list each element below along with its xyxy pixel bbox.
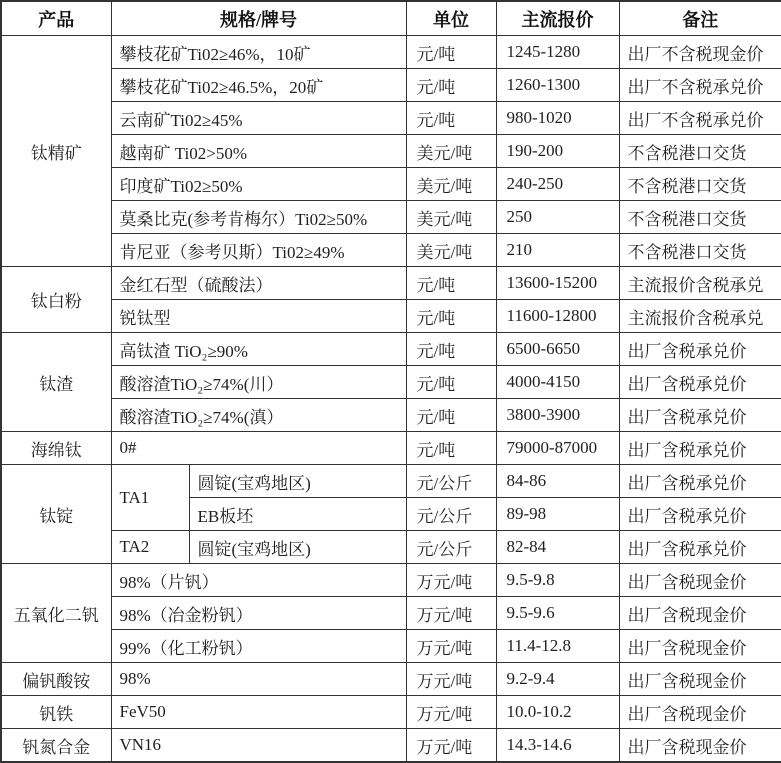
- table-row: [1, 399, 781, 432]
- spec-cell: 锐钛型: [111, 300, 406, 333]
- note-cell: 出厂不含税承兑价: [619, 102, 781, 135]
- note-cell: 出厂含税承兑价: [619, 366, 781, 399]
- unit-cell: 万元/吨: [406, 696, 496, 729]
- unit-cell: 元/公斤: [406, 531, 496, 564]
- product-cell: 钒铁: [1, 696, 111, 729]
- note-cell: 出厂含税现金价: [619, 696, 781, 729]
- spec-cell: 圆锭(宝鸡地区): [189, 465, 406, 498]
- spec-cell: 高钛渣 TiO₂≥90%: [111, 333, 406, 366]
- table-row: [1, 234, 781, 267]
- product-cell: 海绵钛: [1, 432, 111, 465]
- note-cell: 不含税港口交货: [619, 168, 781, 201]
- note-cell: 出厂含税承兑价: [619, 531, 781, 564]
- price-cell: 210: [496, 234, 619, 267]
- spec-cell: 98%（冶金粉钒）: [111, 597, 406, 630]
- price-cell: 1245-1280: [496, 36, 619, 69]
- note-cell: 出厂含税承兑价: [619, 498, 781, 531]
- spec-cell: VN16: [111, 729, 406, 763]
- product-cell: 五氧化二钒: [1, 564, 111, 663]
- price-cell: 9.2-9.4: [496, 663, 619, 696]
- unit-cell: 元/吨: [406, 36, 496, 69]
- table-row: [1, 597, 781, 630]
- price-cell: 84-86: [496, 465, 619, 498]
- table-row: [1, 663, 781, 696]
- table-row: [1, 36, 781, 69]
- product-cell: 钛精矿: [1, 36, 111, 267]
- table-header-row: [1, 1, 781, 36]
- product-cell: 钒氮合金: [1, 729, 111, 763]
- spec-cell: 攀枝花矿Ti02≥46%，10矿: [111, 36, 406, 69]
- spec-cell: 莫桑比克(参考肯梅尔）Ti02≥50%: [111, 201, 406, 234]
- unit-cell: 元/公斤: [406, 498, 496, 531]
- spec-cell: 越南矿 Ti02>50%: [111, 135, 406, 168]
- spec-cell: 酸溶渣TiO₂≥74%(滇）: [111, 399, 406, 432]
- note-cell: 出厂含税承兑价: [619, 399, 781, 432]
- unit-cell: 元/吨: [406, 102, 496, 135]
- price-cell: 89-98: [496, 498, 619, 531]
- price-cell: 82-84: [496, 531, 619, 564]
- table-row: [1, 696, 781, 729]
- table-row: [1, 366, 781, 399]
- table-row: [1, 102, 781, 135]
- product-cell: 钛渣: [1, 333, 111, 432]
- note-cell: 出厂含税现金价: [619, 564, 781, 597]
- price-cell: 11600-12800: [496, 300, 619, 333]
- price-cell: 14.3-14.6: [496, 729, 619, 763]
- note-cell: 出厂不含税承兑价: [619, 69, 781, 102]
- grade-cell: TA1: [111, 465, 189, 531]
- spec-cell: 98%: [111, 663, 406, 696]
- price-cell: 6500-6650: [496, 333, 619, 366]
- price-cell: 10.0-10.2: [496, 696, 619, 729]
- table-row: [1, 300, 781, 333]
- unit-cell: 美元/吨: [406, 135, 496, 168]
- spec-cell: 酸溶渣TiO₂≥74%(川）: [111, 366, 406, 399]
- unit-cell: 万元/吨: [406, 663, 496, 696]
- price-cell: 980-1020: [496, 102, 619, 135]
- spec-cell: 99%（化工粉钒）: [111, 630, 406, 663]
- unit-cell: 元/吨: [406, 366, 496, 399]
- unit-cell: 万元/吨: [406, 630, 496, 663]
- note-cell: 主流报价含税承兑: [619, 267, 781, 300]
- price-cell: 13600-15200: [496, 267, 619, 300]
- table-row: [1, 333, 781, 366]
- unit-cell: 美元/吨: [406, 168, 496, 201]
- table-row: [1, 168, 781, 201]
- product-cell: 偏钒酸铵: [1, 663, 111, 696]
- note-cell: 出厂含税承兑价: [619, 333, 781, 366]
- note-cell: 出厂不含税现金价: [619, 36, 781, 69]
- price-cell: 9.5-9.6: [496, 597, 619, 630]
- unit-cell: 万元/吨: [406, 564, 496, 597]
- table-row: [1, 135, 781, 168]
- product-cell: 钛白粉: [1, 267, 111, 333]
- table-row: [1, 729, 781, 763]
- note-cell: 不含税港口交货: [619, 201, 781, 234]
- spec-cell: 98%（片钒）: [111, 564, 406, 597]
- col-header-unit: 单位: [406, 1, 496, 36]
- product-cell: 钛锭: [1, 465, 111, 564]
- spec-cell: EB板坯: [189, 498, 406, 531]
- note-cell: 出厂含税现金价: [619, 597, 781, 630]
- table-row: [1, 201, 781, 234]
- col-header-note: 备注: [619, 1, 781, 36]
- spec-cell: 印度矿Ti02≥50%: [111, 168, 406, 201]
- table-row: [1, 465, 781, 498]
- unit-cell: 元/吨: [406, 432, 496, 465]
- grade-cell: TA2: [111, 531, 189, 564]
- col-header-product: 产品: [1, 1, 111, 36]
- price-cell: 11.4-12.8: [496, 630, 619, 663]
- note-cell: 出厂含税现金价: [619, 729, 781, 763]
- note-cell: 主流报价含税承兑: [619, 300, 781, 333]
- col-header-spec: 规格/牌号: [111, 1, 406, 36]
- spec-cell: 云南矿Ti02≥45%: [111, 102, 406, 135]
- spec-cell: 圆锭(宝鸡地区): [189, 531, 406, 564]
- spec-cell: 攀枝花矿Ti02≥46.5%，20矿: [111, 69, 406, 102]
- spec-cell: 肯尼亚（参考贝斯）Ti02≥49%: [111, 234, 406, 267]
- table-row: [1, 630, 781, 663]
- table-row: [1, 531, 781, 564]
- price-cell: 3800-3900: [496, 399, 619, 432]
- spec-cell: FeV50: [111, 696, 406, 729]
- unit-cell: 元/公斤: [406, 465, 496, 498]
- price-cell: 1260-1300: [496, 69, 619, 102]
- unit-cell: 元/吨: [406, 399, 496, 432]
- price-cell: 79000-87000: [496, 432, 619, 465]
- spec-cell: 0#: [111, 432, 406, 465]
- spec-cell: 金红石型（硫酸法）: [111, 267, 406, 300]
- unit-cell: 元/吨: [406, 300, 496, 333]
- note-cell: 出厂含税承兑价: [619, 432, 781, 465]
- price-cell: 4000-4150: [496, 366, 619, 399]
- col-header-price: 主流报价: [496, 1, 619, 36]
- unit-cell: 美元/吨: [406, 234, 496, 267]
- unit-cell: 万元/吨: [406, 597, 496, 630]
- note-cell: 出厂含税现金价: [619, 663, 781, 696]
- unit-cell: 美元/吨: [406, 201, 496, 234]
- table-row: [1, 432, 781, 465]
- price-cell: 250: [496, 201, 619, 234]
- note-cell: 不含税港口交货: [619, 135, 781, 168]
- table-row: [1, 564, 781, 597]
- unit-cell: 元/吨: [406, 69, 496, 102]
- unit-cell: 元/吨: [406, 333, 496, 366]
- table-body: [1, 36, 781, 763]
- note-cell: 出厂含税现金价: [619, 630, 781, 663]
- price-cell: 190-200: [496, 135, 619, 168]
- table-row: [1, 267, 781, 300]
- unit-cell: 元/吨: [406, 267, 496, 300]
- price-cell: 240-250: [496, 168, 619, 201]
- note-cell: 不含税港口交货: [619, 234, 781, 267]
- price-cell: 9.5-9.8: [496, 564, 619, 597]
- unit-cell: 万元/吨: [406, 729, 496, 763]
- note-cell: 出厂含税承兑价: [619, 465, 781, 498]
- table-row: [1, 69, 781, 102]
